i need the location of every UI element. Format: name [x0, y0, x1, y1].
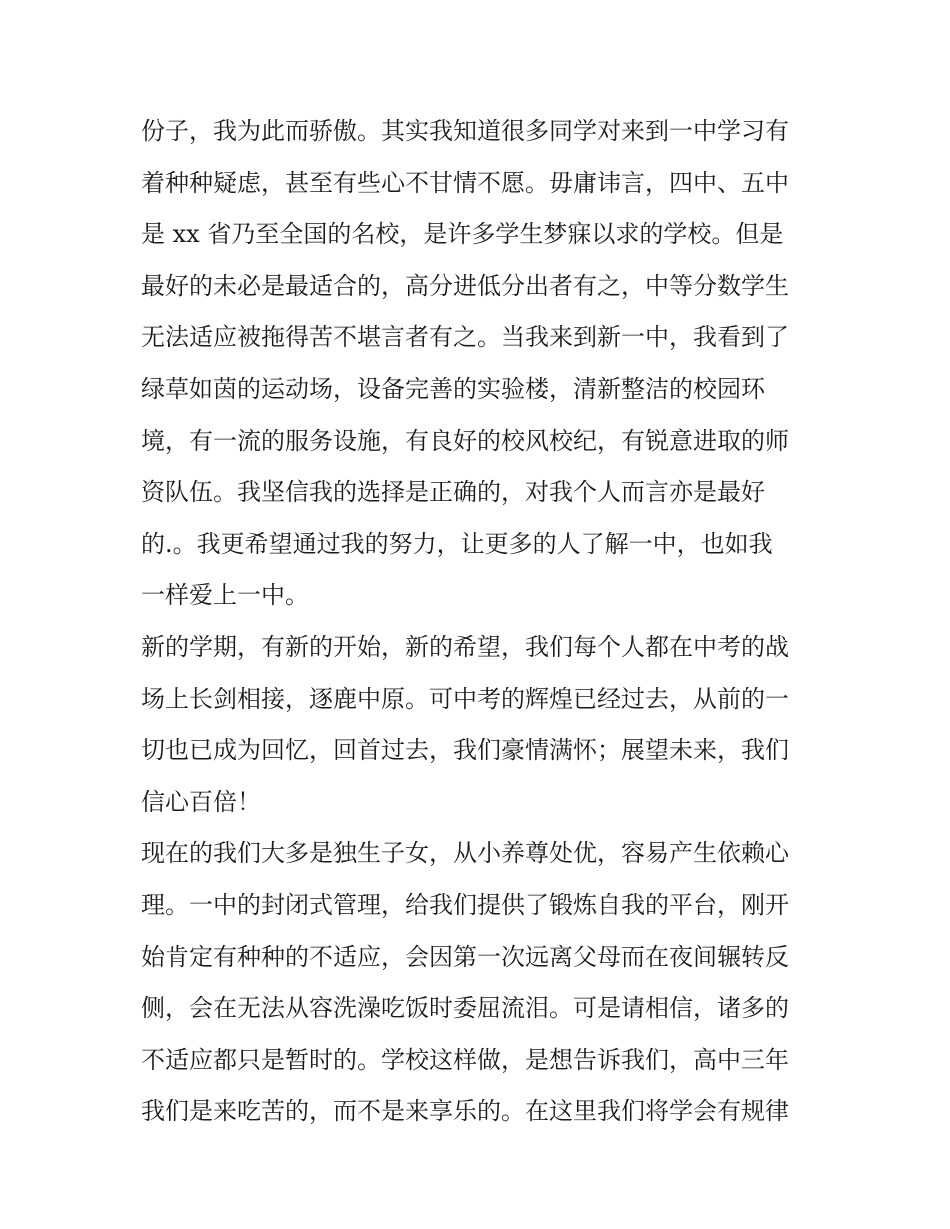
text-line: 始肯定有种种的不适应，会因第一次远离父母而在夜间辗转反	[141, 942, 789, 971]
text-line: 新的学期，有新的开始，新的希望，我们每个人都在中考的战	[141, 632, 789, 661]
text-line: 侧，会在无法从容洗澡吃饭时委屈流泪。可是请相信，诸多的	[141, 994, 789, 1023]
text-line: 绿草如茵的运动场，设备完善的实验楼，清新整洁的校园环	[141, 374, 765, 403]
text-line: 最好的未必是最适合的，高分进低分出者有之，中等分数学生	[141, 271, 789, 300]
text-line: 的.。我更希望通过我的努力，让更多的人了解一中，也如我	[141, 529, 773, 558]
text-line: 现在的我们大多是独生子女，从小养尊处优，容易产生依赖心	[141, 839, 789, 868]
text-line: 资队伍。我坚信我的选择是正确的，对我个人而言亦是最好	[141, 478, 765, 507]
text-line: 着种种疑虑，甚至有些心不甘情不愿。毋庸讳言，四中、五中	[141, 168, 789, 197]
text-line: 是 xx 省乃至全国的名校，是许多学生梦寐以求的学校。但是	[141, 220, 784, 249]
text-line: 一样爱上一中。	[141, 581, 309, 610]
text-line: 我们是来吃苦的，而不是来享乐的。在这里我们将学会有规律	[141, 1097, 789, 1126]
text-line: 理。一中的封闭式管理，给我们提供了锻炼自我的平台，刚开	[141, 890, 789, 919]
text-line: 境，有一流的服务设施，有良好的校风校纪，有锐意进取的师	[141, 426, 789, 455]
text-line: 场上长剑相接，逐鹿中原。可中考的辉煌已经过去，从前的一	[141, 684, 789, 713]
text-line: 信心百倍！	[141, 787, 261, 816]
text-line: 份子，我为此而骄傲。其实我知道很多同学对来到一中学习有	[141, 117, 789, 145]
text-line: 不适应都只是暂时的。学校这样做，是想告诉我们，高中三年	[141, 1045, 789, 1074]
document-body	[141, 106, 821, 1138]
text-line: 无法适应被拖得苦不堪言者有之。当我来到新一中，我看到了	[141, 323, 789, 352]
text-line: 切也已成为回忆，回首过去，我们豪情满怀；展望未来，我们	[141, 736, 789, 765]
